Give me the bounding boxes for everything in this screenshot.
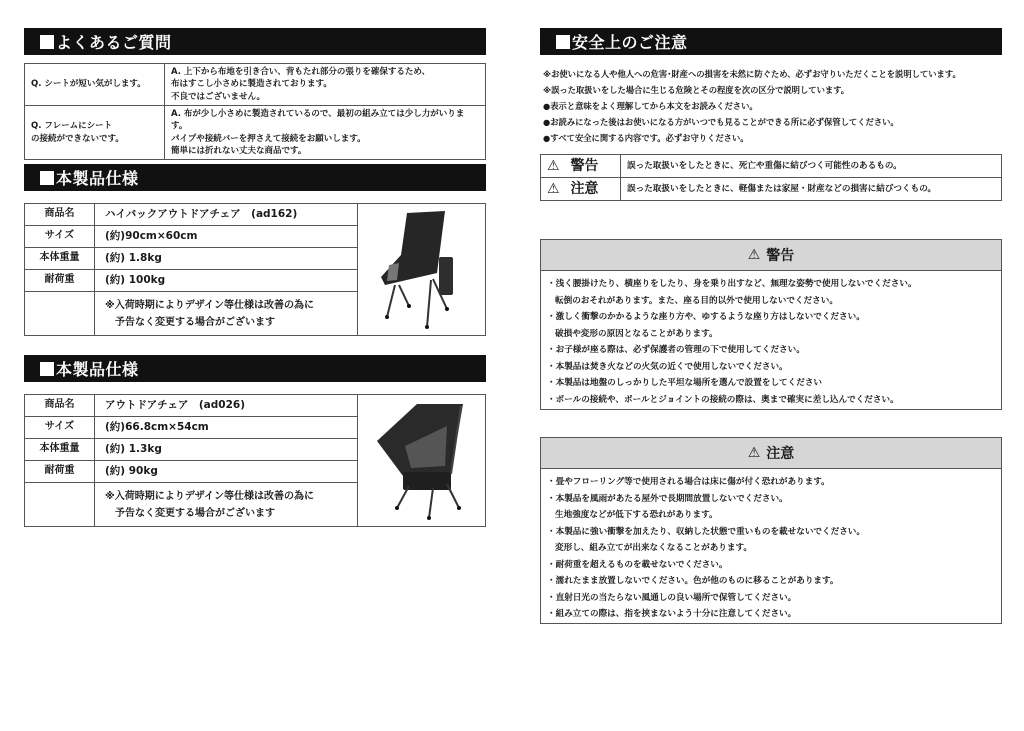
warning-box — [540, 239, 1002, 410]
faq-row — [25, 105, 486, 159]
spec-label: サイズ — [25, 417, 95, 439]
spec-label-empty — [25, 292, 95, 336]
spec-value: (約) 90kg — [95, 461, 358, 483]
faq-question: Q. シートが短い気がします。 — [25, 64, 165, 106]
legend-desc: 誤った取扱いをしたときに、死亡や重傷に結びつく可能性のあるもの。 — [621, 155, 1002, 178]
faq-row — [25, 64, 486, 106]
chair-icon — [367, 396, 477, 521]
spec-value: (約) 100kg — [95, 270, 358, 292]
spec-value: (約)90cm×60cm — [95, 226, 358, 248]
warning-triangle-icon: ⚠ — [747, 247, 761, 263]
square-bullet-icon — [40, 362, 54, 376]
chair-icon — [367, 205, 477, 330]
spec-value: (約) 1.8kg — [95, 248, 358, 270]
caution-box-header: ⚠ 注意 — [541, 438, 1001, 469]
spec2-table — [24, 394, 486, 527]
spec-label-empty — [25, 483, 95, 527]
spec-value: アウトドアチェア (ad026) — [95, 395, 358, 417]
spec-label: 本体重量 — [25, 248, 95, 270]
high-back-chair-image — [358, 204, 486, 336]
spec-label: 商品名 — [25, 204, 95, 226]
warning-triangle-icon: ⚠ — [747, 445, 761, 461]
legend-desc: 誤った取扱いをしたときに、軽傷または家屋・財産などの損害に結びつくもの。 — [621, 178, 1002, 201]
faq-table — [24, 63, 486, 160]
safety-legend-table — [540, 154, 1002, 201]
warning-list: ・浅く腰掛けたり、横座りをしたり、身を乗り出すなど、無理な姿勢で使用しないでください。 転倒のおそれがあります。また、座る目的以外で使用しないでください。 ・激しく衝撃のかかるような座り方や、ゆするような座り方はしないでください。 破損や変形の原因となることがあります。 ・お子様が座る際は、必ず保護者の管理の下で使用してください。 ・本製品は焚き火などの火気の近くで使用しないでください。 ・本製品は地盤のしっかりした平坦な場所を選んで設置をしてください ・ポールの接続や、ポールとジョイントの接続の際は、奥まで確実に差し込んでください。 — [547, 279, 917, 405]
safety-header — [540, 28, 1002, 55]
spec-label: 本体重量 — [25, 439, 95, 461]
spec2-title: 本製品仕様 — [56, 360, 139, 379]
square-bullet-icon — [556, 35, 570, 49]
legend-row-caution: ⚠ 注意 誤った取扱いをしたときに、軽傷または家屋・財産などの損害に結びつくもの。 — [541, 178, 1002, 201]
warning-triangle-icon: ⚠ — [547, 157, 560, 174]
spec-note: ※入荷時期によりデザイン等仕様は改善の為に 予告なく変更する場合がございます — [95, 292, 358, 336]
spec-label: 耐荷重 — [25, 270, 95, 292]
spec-note: ※入荷時期によりデザイン等仕様は改善の為に 予告なく変更する場合がございます — [95, 483, 358, 527]
spec1-title: 本製品仕様 — [56, 169, 139, 188]
spec-value: ハイバックアウトドアチェア (ad162) — [95, 204, 358, 226]
square-bullet-icon — [40, 171, 54, 185]
spec-value: (約) 1.3kg — [95, 439, 358, 461]
faq-header — [24, 28, 486, 55]
safety-intro: ※お使いになる人や他人への危害･財産への損害を未然に防ぐため、必ずお守りいただくことを説明しています。 ※誤った取扱いをした場合に生じる危険とその程度を次の区分で説明しています。 ●表示と意味をよく理解してから本文をお読みください。 ●お読みになった後はお使いになる方がいつでも見ることができる所に必ず保管してください。 ●すべて安全に関する内容です。必ずお守りください。 — [543, 69, 961, 143]
spec-label: 商品名 — [25, 395, 95, 417]
warning-triangle-icon: ⚠ — [547, 180, 560, 197]
warning-box-header: ⚠ 警告 — [541, 240, 1001, 271]
spec1-table — [24, 203, 486, 336]
spec1-header — [24, 164, 486, 191]
square-bullet-icon — [40, 35, 54, 49]
caution-list: ・畳やフローリング等で使用される場合は床に傷が付く恐れがあります。 ・本製品を風雨があたる屋外で長期間放置しないでください。 生地強度などが低下する恐れがあります。 ・本製品に強い衝撃を加えたり、収納した状態で重いものを載せないでください。 変形し、組み立てが出来なくなることがあります。 ・耐荷重を超えるものを載せないでください。 ・濡れたまま放置しないでください。色が他のものに移ることがあります。 ・直射日光の当たらない風通しの良い場所で保管してください。 ・組み立ての際は、指を挟まないよう十分に注意してください。 — [547, 477, 865, 619]
faq-answer: A. 上下から布地を引き合い、背もたれ部分の張りを確保するため、 布はすこし小さめに製造されております。 不良ではございません。 — [165, 64, 486, 106]
safety-title: 安全上のご注意 — [572, 33, 688, 52]
faq-answer: A. 布が少し小さめに製造されているので、最初の組み立ては少し力がいります。 パイプや接続バーを押さえて接続をお願いします。 簡単には折れない丈夫な商品です。 — [165, 105, 486, 159]
faq-title: よくあるご質問 — [56, 33, 172, 52]
spec2-header — [24, 355, 486, 382]
spec-value: (約)66.8cm×54cm — [95, 417, 358, 439]
faq-question: Q. フレームにシート の接続ができないです。 — [25, 105, 165, 159]
spec-label: 耐荷重 — [25, 461, 95, 483]
legend-row-warning: ⚠ 警告 誤った取扱いをしたときに、死亡や重傷に結びつく可能性のあるもの。 — [541, 155, 1002, 178]
outdoor-chair-image — [358, 395, 486, 527]
spec-label: サイズ — [25, 226, 95, 248]
caution-box — [540, 437, 1002, 624]
